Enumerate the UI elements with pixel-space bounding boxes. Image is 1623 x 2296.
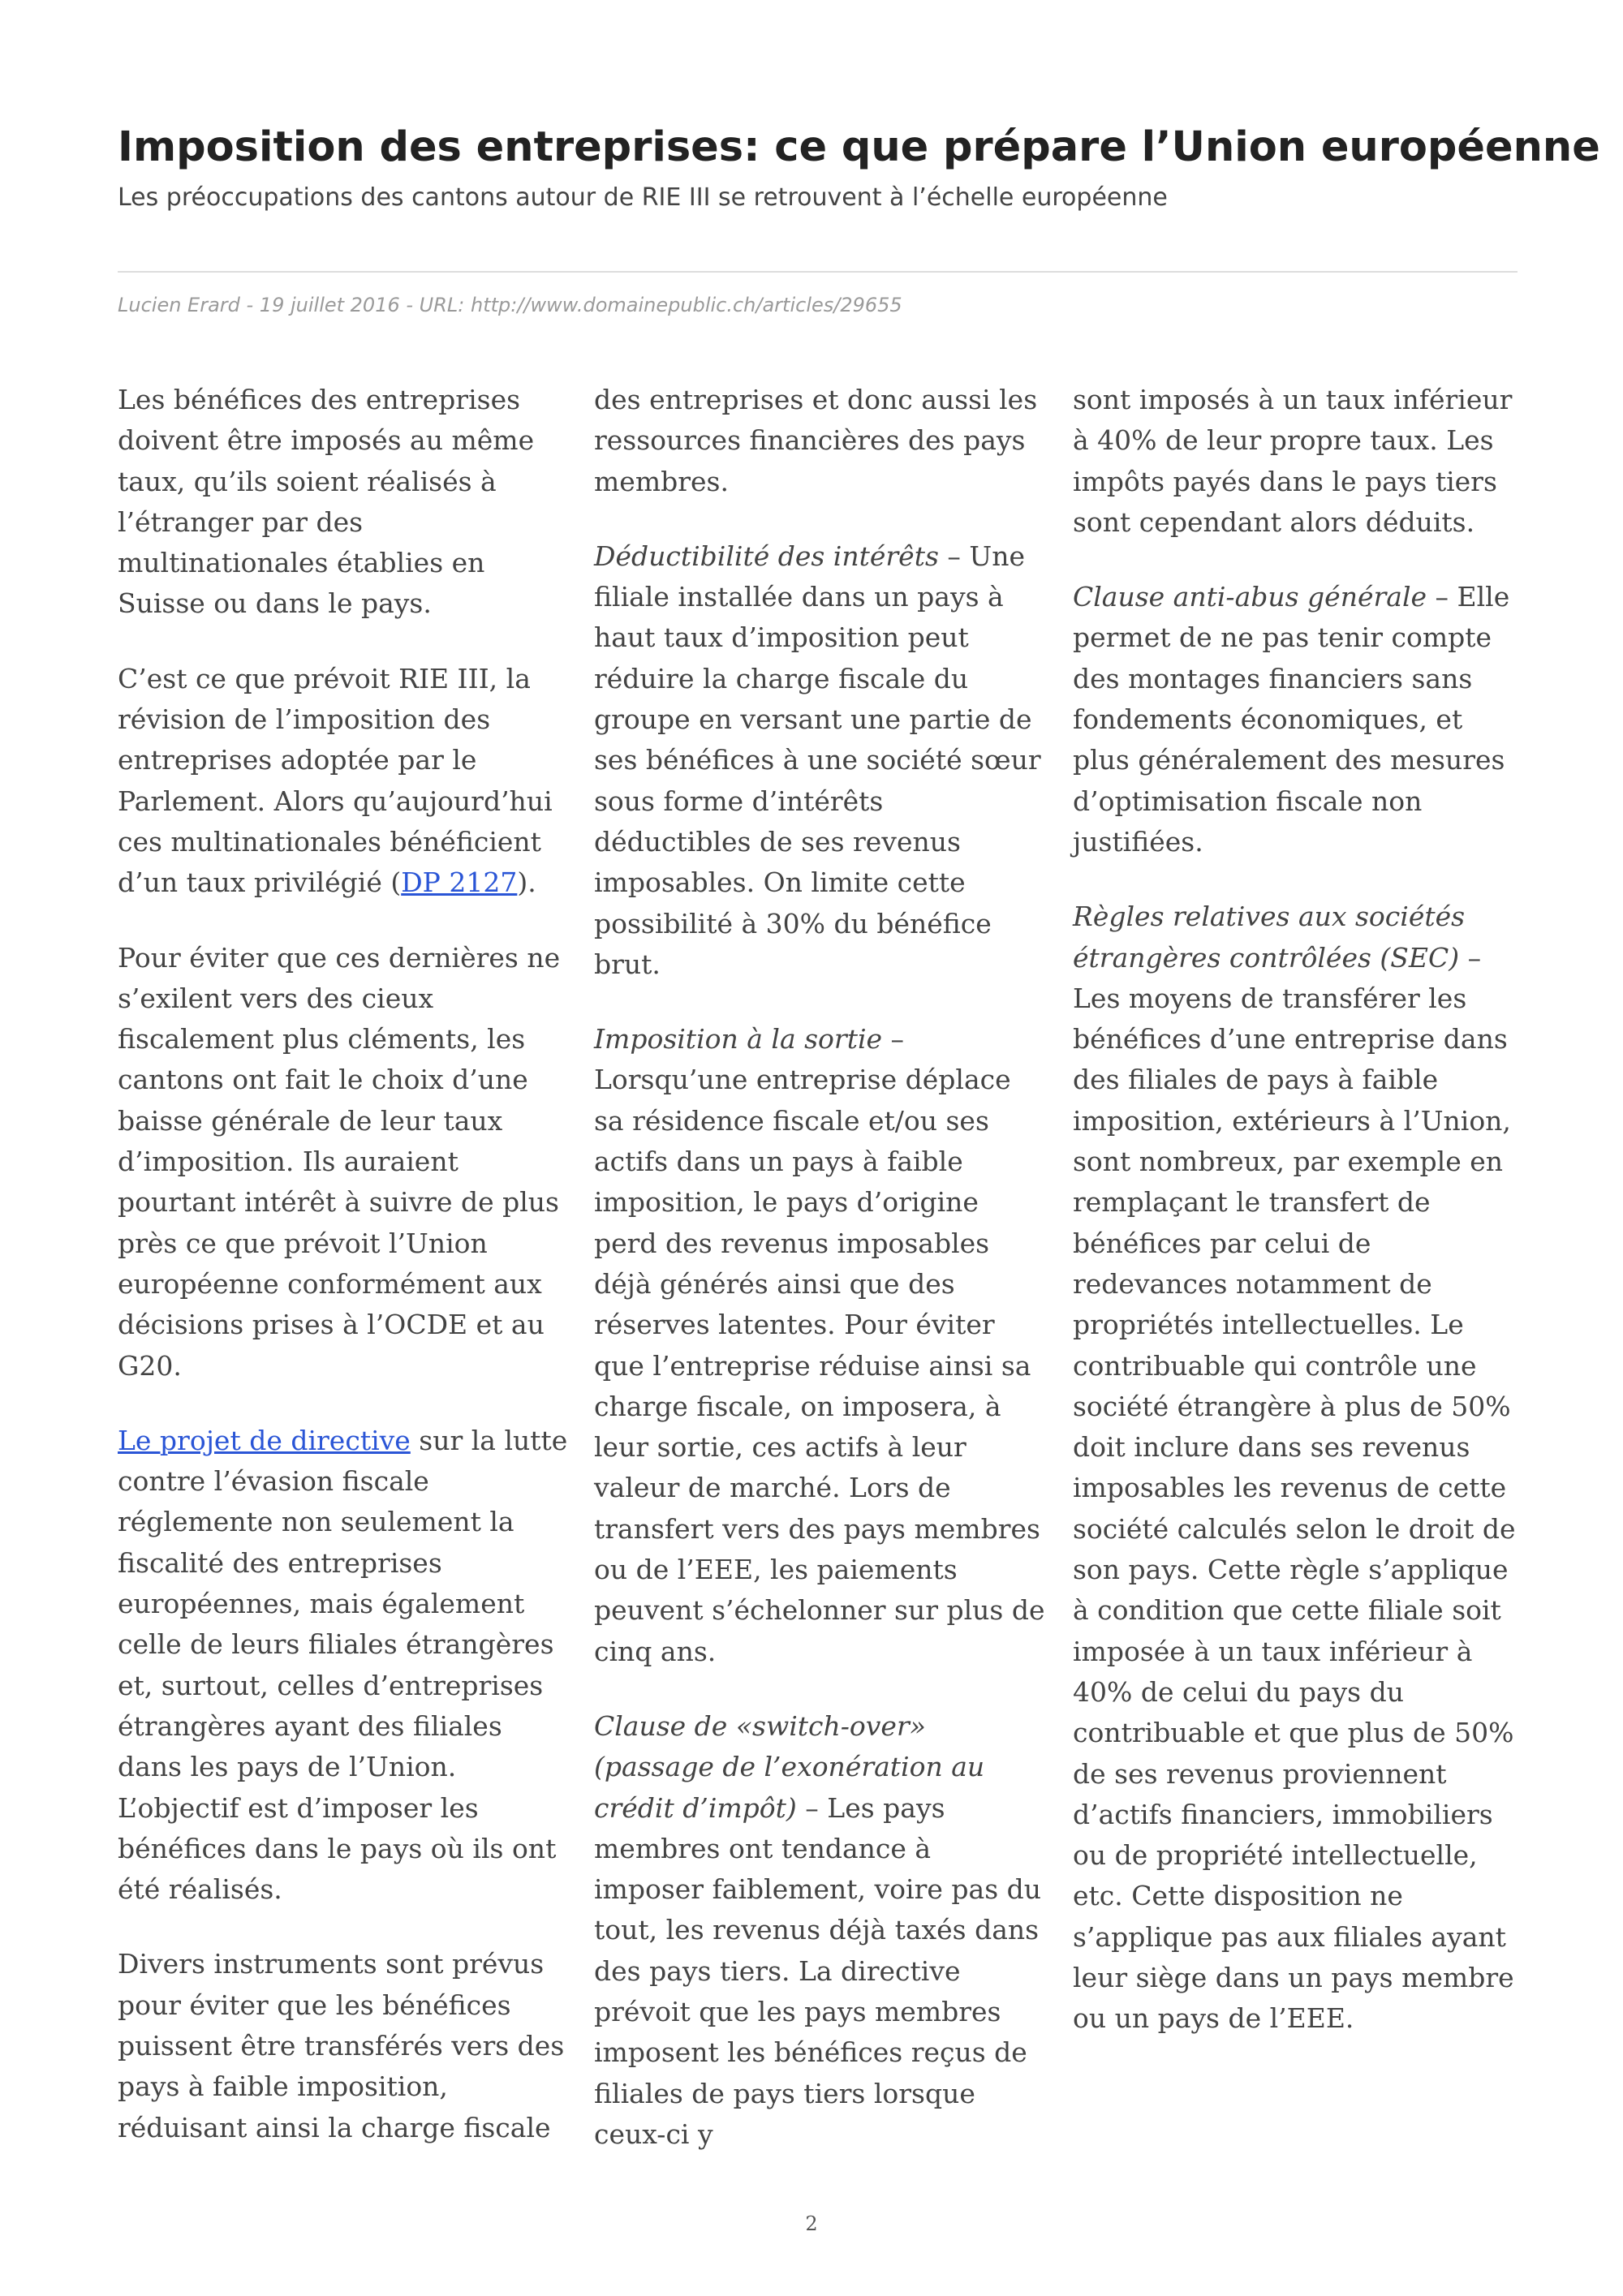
paragraph-text: – Une filiale installée dans un pays à haut taux d’imposition peut réduire la charge fiscale du groupe en versant une partie de ses bénéfices à une société sœur sous forme d’intérêts déductibles de ses revenus imposables. On limite cette possibilité à 30% du bénéfice brut. [594,540,1041,980]
article-subtitle: Les préoccupations des cantons autour de RIE III se retrouvent à l’échelle européenne [118,183,1168,212]
paragraph-text: C’est ce que prévoit RIE III, la révision de l’imposition des entreprises adoptée par le Parlement. Alors qu’aujourd’hui ces multinationales bénéficient d’un taux privilégié ( [118,662,553,899]
dp-2127-link[interactable]: DP 2127 [401,866,518,899]
paragraph [118,1421,572,1911]
paragraph-text: – Lorsqu’une entreprise déplace sa résidence fiscale et/ou ses actifs dans un pays à faible imposition, le pays d’origine perd des revenus imposables déjà générés ainsi que des réserves latentes. Pour éviter que l’entreprise réduise ainsi sa charge fiscale, on imposera, à leur sortie, ces actifs à leur valeur de marché. Lors de transfert vers des pays membres ou de l’EEE, les paiements peuvent s’échelonner sur plus de cinq ans. [594,1023,1045,1667]
section-heading: Imposition à la sortie [594,1023,883,1056]
article-title: Imposition des entreprises: ce que prépare l’Union européenne [118,123,1600,171]
section-heading: Clause de «switch-over» (passage de l’exonération au crédit d’impôt) [594,1709,985,1824]
paragraph [594,536,1048,985]
paragraph [1073,577,1527,862]
section-heading: Clause anti-abus générale [1073,581,1427,613]
paragraph-text: – Les moyens de transférer les bénéfices d’une entreprise dans des filiales de pays à faible imposition, extérieurs à l’Union, sont nombreux, par exemple en remplaçant le transfert de bénéfices par celui de redevances notamment de propriétés intellectuelles. Le contribuable qui contrôle une société étrangère à plus de 50% doit inclure dans ses revenus imposables les revenus de cette société calculés selon le droit de son pays. Cette règle s’applique à condition que cette filiale soit imposée à un taux inférieur à 40% de celui du pays du contribuable et que plus de 50% de ses revenus proviennent d’actifs financiers, immobiliers ou de propriété intellectuelle, etc. Cette disposition ne s’applique pas aux filiales ayant leur siège dans un pays membre ou un pays de l’EEE. [1073,941,1516,2035]
header-divider [118,271,1518,273]
article-meta: Lucien Erard - 19 juillet 2016 - URL: http://www.domainepublic.ch/articles/29655 [118,294,902,316]
text-column-3 [1073,380,1527,2074]
paragraph: Divers instruments sont prévus pour éviter que les bénéfices puissent être transférés vers des pays à faible imposition, réduisant ainsi la charge fiscale [118,1948,565,2143]
section-heading: Règles relatives aux sociétés étrangères contrôlées (SEC) [1073,901,1466,974]
paragraph [118,659,572,904]
paragraph-text: – Elle permet de ne pas tenir compte des montages financiers sans fondements économiques, et plus généralement des mesures d’optimisation fiscale non justifiées. [1073,581,1510,858]
text-column-2 [594,380,1048,2189]
paragraph [1073,896,1527,2039]
paragraph [594,1019,1048,1672]
text-column-1 [118,380,572,2182]
paragraph-text: – Les pays membres ont tendance à imposer faiblement, voire pas du tout, les revenus déjà taxés dans des pays tiers. La directive prévoit que les pays membres imposent les bénéfices reçus de filiales de pays tiers lorsque ceux-ci y [594,1791,1041,2150]
paragraph-text: sur la lutte contre l’évasion fiscale réglemente non seulement la fiscalité des entreprises européennes, mais également celle de leurs filiales étrangères et, surtout, celles d’entreprises étrangères ayant des filiales dans les pays de l’Union. L’objectif est d’imposer les bénéfices dans le pays où ils ont été réalisés. [118,1424,568,1906]
paragraph: Les bénéfices des entreprises doivent être imposés au même taux, qu’ils soient réalisés à l’étranger par des multinationales établies en Suisse ou dans le pays. [118,384,535,620]
paragraph: sont imposés à un taux inférieur à 40% de leur propre taux. Les impôts payés dans le pays tiers sont cependant alors déduits. [1073,384,1513,538]
article-header [118,122,1600,212]
paragraph: des entreprises et donc aussi les ressources financières des pays membres. [594,384,1038,497]
section-heading: Déductibilité des intérêts [594,540,939,572]
paragraph: Pour éviter que ces dernières ne s’exilent vers des cieux fiscalement plus cléments, les cantons ont fait le choix d’une baisse générale de leur taux d’imposition. Ils auraient pourtant intérêt à suivre de plus près ce que prévoit l’Union européenne conformément aux décisions prises à l’OCDE et au G20. [118,941,561,1382]
paragraph-text: ). [517,866,536,899]
page-number: 2 [805,2212,818,2235]
directive-project-link[interactable]: Le projet de directive [118,1424,411,1456]
paragraph [594,1706,1048,2155]
